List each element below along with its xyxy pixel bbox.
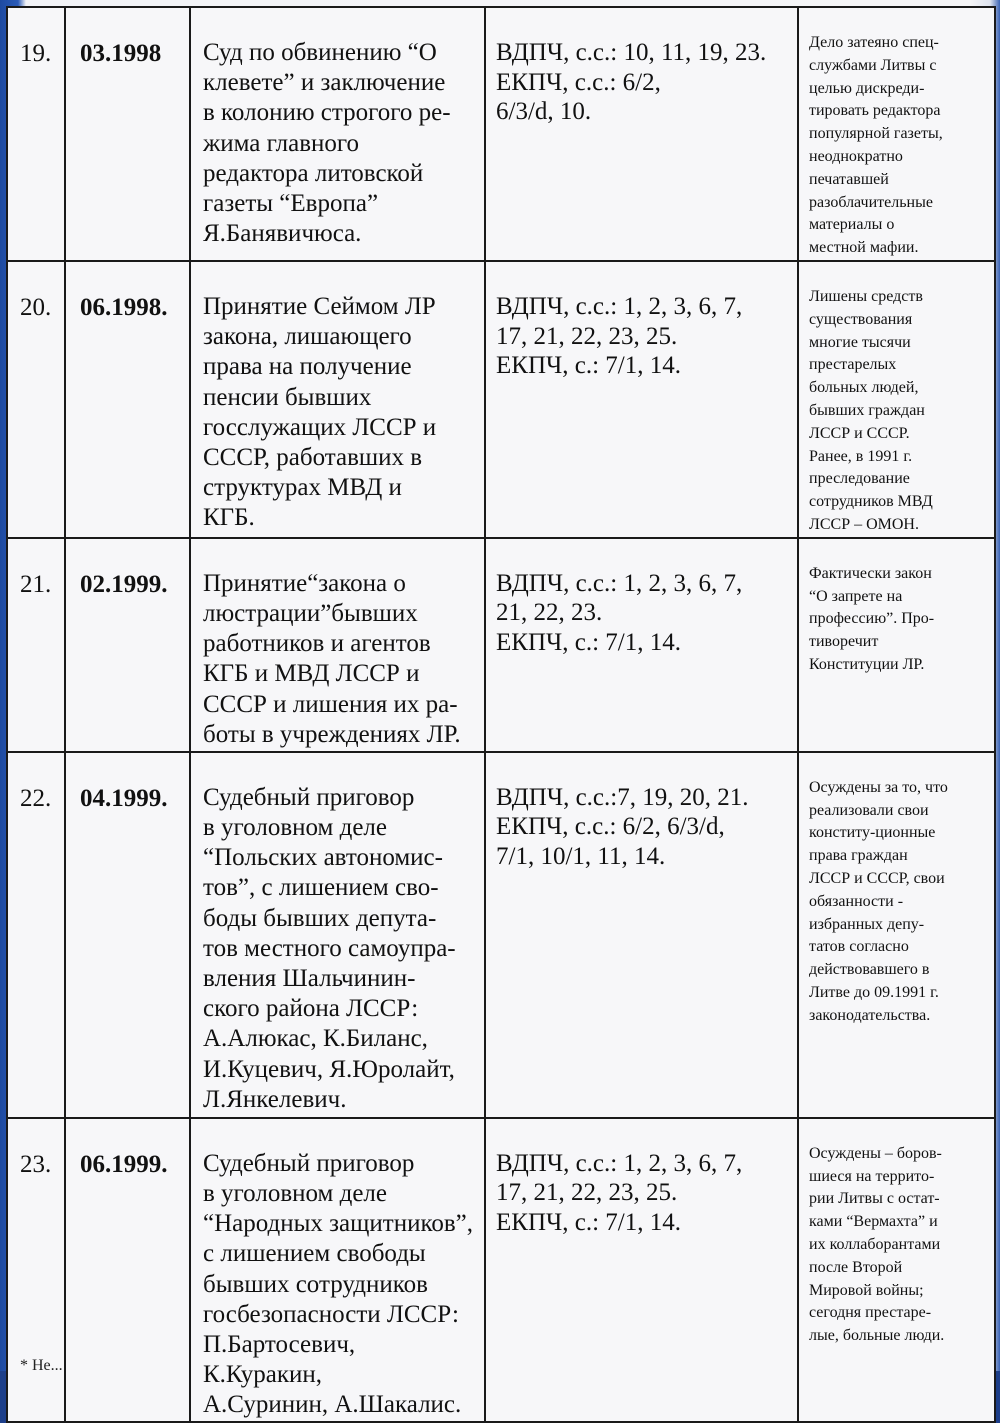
row-event: Судебный приговор в уголовном деле “Польских автономис- тов”, с лишением сво- боды бывших депута- тов местного самоупра- вления Шальчинин- ского района ЛССР: А.Алюкас, К.Биланс, И.Куцевич, Я.Юролайт, Л.Янкелевич. [190,752,485,1118]
row-articles: ВДПЧ, с.с.: 1, 2, 3, 6, 7, 17, 21, 22, 23, 25. ЕКПЧ, с.: 7/1, 14. [485,1118,798,1422]
row-event: Принятие Сеймом ЛР закона, лишающего права на получение пенсии бывших госслужащих ЛССР и СССР, работавших в структурах МВД и КГБ. [190,261,485,538]
row-date: 04.1999. [65,752,190,1118]
row-number: 19. [7,7,65,261]
row-date: 03.1998 [65,7,190,261]
row-date: 02.1999. [65,538,190,752]
row-number: 23. [7,1118,65,1422]
row-articles: ВДПЧ, с.с.: 1, 2, 3, 6, 7, 21, 22, 23. ЕКПЧ, с.: 7/1, 14. [485,538,798,752]
row-articles: ВДПЧ, с.с.: 1, 2, 3, 6, 7, 17, 21, 22, 23, 25. ЕКПЧ, с.: 7/1, 14. [485,261,798,538]
row-number: 20. [7,261,65,538]
footnote: * Не... [20,1358,63,1371]
row-articles: ВДПЧ, с.с.: 10, 11, 19, 23. ЕКПЧ, с.с.: 6/2, 6/3/d, 10. [485,7,798,261]
row-note: Осуждены за то, что реализовали свои конститу-ционные права граждан ЛССР и СССР, свои обязанности - избранных депу- татов согласно действовавшего в Литве до 09.1991 г. законодательства. [798,752,995,1118]
table-row [7,538,995,752]
table-row [7,1118,995,1422]
row-event: Принятие“закона о люстрации”бывших работников и агентов КГБ и МВД ЛССР и СССР и лишения их ра- боты в учреждениях ЛР. [190,538,485,752]
row-note: Дело затеяно спец- службами Литвы с целью дискреди- тировать редактора популярной газеты, неоднократно печатавшей разоблачительные материалы о местной мафии. [798,7,995,261]
row-number: 21. [7,538,65,752]
row-note: Осуждены – боров- шиеся на террито- рии Литвы с остат- ками “Вермахта” и их коллаборантами после Второй Мировой войны; сегодня престаре- лые, больные люди. [798,1118,995,1422]
row-event: Судебный приговор в уголовном деле “Народных защитников”, с лишением свободы бывших сотрудников госбезопасности ЛССР: П.Бартосевич, К.Куракин, А.Суринин, А.Шакалис. [190,1118,485,1422]
row-event: Суд по обвинению “О клевете” и заключение в колонию строгого ре- жима главного редактора литовской газеты “Европа” Я.Банявичюса. [190,7,485,261]
row-date: 06.1999. [65,1118,190,1422]
row-articles: ВДПЧ, с.с.:7, 19, 20, 21. ЕКПЧ, с.с.: 6/2, 6/3/d, 7/1, 10/1, 11, 14. [485,752,798,1118]
row-note: Фактически закон “О запрете на профессию”. Про- тиворечит Конституции ЛР. [798,538,995,752]
records-table [6,6,996,1423]
row-note: Лишены средств существования многие тысячи престарелых больных людей, бывших граждан ЛССР и СССР. Ранее, в 1991 г. преследование сотрудников МВД ЛССР – ОМОН. [798,261,995,538]
row-number: 22. [7,752,65,1118]
table-row [7,261,995,538]
table-row [7,7,995,261]
row-date: 06.1998. [65,261,190,538]
table-row [7,752,995,1118]
